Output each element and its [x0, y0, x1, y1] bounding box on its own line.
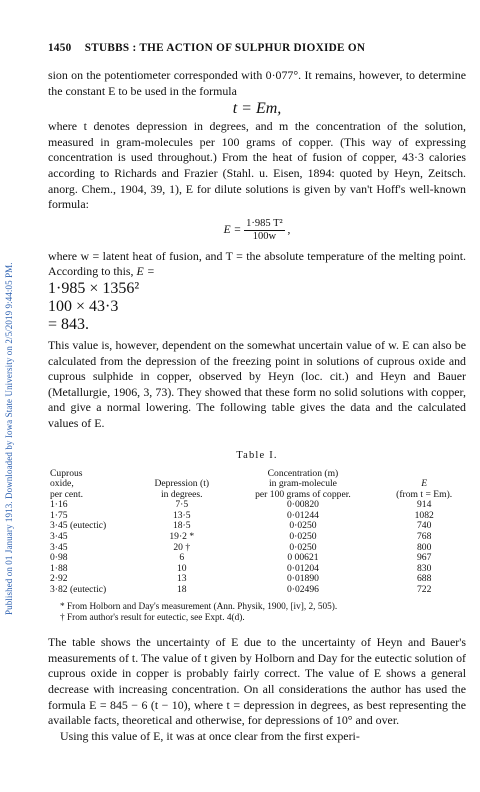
table-row	[48, 585, 466, 596]
header-cuprous-oxide	[48, 469, 140, 501]
table-row	[48, 511, 466, 522]
header-line: (from t = Em).	[396, 488, 453, 500]
header-line: per cent.	[50, 488, 84, 500]
table-header-row	[48, 469, 466, 501]
formula-lhs: E =	[223, 223, 242, 236]
formula-denominator: 100w	[252, 230, 277, 242]
formula3-denominator: 100 × 43·3	[48, 297, 119, 315]
cell-concentration: 0·01244	[286, 509, 319, 521]
header-concentration	[224, 469, 383, 501]
table-title: Table I.	[236, 449, 278, 461]
cell-oxide: 3·45	[50, 531, 68, 543]
header-depression	[140, 469, 224, 501]
cell-concentration: 0·0250	[289, 531, 317, 543]
cell-concentration: 0·0250	[289, 520, 317, 532]
cell-concentration: 0 00621	[287, 552, 319, 564]
footnote: † From author's result for eutectic, see Expt. 4(d).	[60, 613, 245, 624]
formula3-lhs: E =	[136, 264, 155, 279]
paragraph-latent-heat	[48, 249, 466, 280]
table-body	[48, 500, 466, 595]
header-line: in degrees.	[160, 488, 203, 500]
cell-concentration: 0·01204	[286, 562, 319, 574]
header-line: in gram-molecule	[268, 478, 337, 490]
cell-concentration: 0·00820	[286, 499, 319, 511]
cell-depression: 18	[176, 584, 187, 596]
cell-e: 830	[416, 562, 432, 574]
paragraph-continuation: Using this value of E, it was at once clear from the first experi-	[60, 728, 360, 743]
cell-oxide: 2·92	[50, 573, 68, 585]
page-body	[48, 42, 466, 744]
header-line: per 100 grams of copper.	[255, 488, 351, 500]
header-line: E	[421, 478, 428, 490]
cell-depression: 13·5	[172, 509, 191, 521]
paragraph-latent-heat-text: where w = latent heat of fusion, and T = the absolute temperature of the melting point. According to this,	[48, 248, 466, 279]
table-row	[48, 574, 466, 585]
cell-depression: 6	[179, 552, 185, 564]
cell-concentration: 0·0250	[289, 541, 317, 553]
cell-oxide: 3·82 (eutectic)	[50, 584, 107, 596]
table-row	[48, 564, 466, 575]
formula-t-equals-em: t = Em,	[232, 100, 282, 118]
cell-e: 722	[416, 584, 432, 596]
formula-fraction	[244, 218, 285, 243]
table-row	[48, 521, 466, 532]
header-line: Depression (t)	[154, 478, 210, 490]
table-row	[48, 500, 466, 511]
cell-oxide: 0·98	[50, 552, 68, 564]
cell-concentration: 0·02496	[286, 584, 319, 596]
table-row	[48, 553, 466, 564]
cell-depression: 10	[176, 562, 187, 574]
cell-concentration: 0·01890	[286, 573, 319, 585]
cell-oxide: 3·45	[50, 541, 68, 553]
cell-oxide: 1·16	[50, 499, 68, 511]
header-line: Cuprous	[50, 467, 83, 479]
cell-depression: 20 †	[173, 541, 191, 553]
formula3-numerator: 1·985 × 1356²	[48, 279, 140, 297]
header-line: oxide,	[50, 478, 74, 490]
formula-van-t-hoff	[48, 218, 466, 243]
header-e	[382, 469, 466, 501]
paragraph-intro: sion on the potentiometer corresponded with 0·077°. It remains, however, to determine the constant E to be used in the formula	[48, 68, 466, 98]
download-notice-text: Published on 01 January 1913. Downloaded by Iowa State University on 2/5/2019 9:44:05 PM.	[4, 262, 14, 615]
page-header	[48, 42, 466, 54]
cell-depression: 13	[176, 573, 187, 585]
header-line: Concentration (m)	[267, 467, 339, 479]
paragraph-discussion: The table shows the uncertainty of E due to the uncertainty of Heyn and Bauer's measurements of t. The value of t given by Holborn and Day for the eutectic solution of cuprous oxide in copper is probably fairly correct. The value of E shows a general decrease with increasing concentration. On all considerations the author has used the formula E = 845 − 6 (t − 10), where t = depression in degrees, as best representing the available facts, theoretical and otherwise, for depressions of 10° and over.	[48, 635, 466, 728]
formula-tail: ,	[287, 223, 291, 236]
paragraph-table-intro: This value is, however, dependent on the somewhat uncertain value of w. E can also be calculated from the depression of the freezing point in solutions of cuprous oxide and cuprous sulphide in copper, observed by Heyn (loc. cit.) and Heyn and Bauer (Metallurgie, 1906, 3, 73). They showed that these form no solid solutions with copper, and give a normal lowering. The following table gives the data and the calculated values of E.	[48, 337, 466, 430]
cell-e: 967	[416, 552, 432, 564]
table-footnotes	[60, 602, 466, 626]
cell-depression: 19·2 *	[169, 531, 195, 543]
download-notice-sidebar	[2, 60, 16, 620]
formula3-tail: = 843.	[48, 315, 90, 333]
cell-e: 688	[416, 573, 432, 585]
cell-e: 768	[416, 531, 432, 543]
paragraph-definitions: where t denotes depression in degrees, and m the concentration of the solution, measured in gram-molecules per 100 grams of copper. (This way of expressing concentration is used throughout.) From the heat of fusion of copper, 43·3 calories according to Richards and Frazier (Stahl. u. Eisen, 1894: quoted by Heyn, Zeitsch. anorg. Chem., 1904, 39, 1), E for dilute solutions is given by van't Hoff's well-known formula:	[48, 119, 466, 212]
formula-numerator: 1·985 T²	[246, 217, 283, 229]
cell-e: 1082	[414, 509, 434, 521]
cell-depression: 18·5	[172, 520, 191, 532]
cell-oxide: 3·45 (eutectic)	[50, 520, 107, 532]
page-number: 1450	[48, 42, 72, 54]
running-title: STUBBS : THE ACTION OF SULPHUR DIOXIDE ON	[84, 42, 366, 54]
footnote: * From Holborn and Day's measurement (Ann. Physik, 1900, [iv], 2, 505).	[60, 601, 338, 612]
table-row	[48, 543, 466, 554]
cell-oxide: 1·88	[50, 562, 68, 574]
cell-e: 740	[416, 520, 432, 532]
cell-e: 914	[416, 499, 432, 511]
cell-e: 800	[416, 541, 432, 553]
cell-oxide: 1·75	[50, 509, 68, 521]
data-table	[48, 469, 466, 596]
cell-depression: 7·5	[175, 499, 189, 511]
table-row	[48, 532, 466, 543]
